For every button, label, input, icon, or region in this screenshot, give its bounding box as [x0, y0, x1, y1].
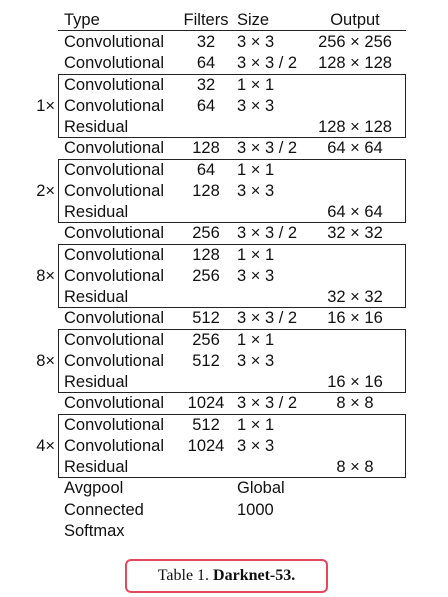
- cell-filters: 128: [192, 245, 220, 264]
- caption-label: Table 1.: [157, 567, 210, 584]
- cell-type: Residual: [64, 373, 129, 391]
- table-row: [0, 245, 448, 266]
- cell-type: Convolutional: [64, 351, 164, 370]
- cell-output: 256 × 256: [318, 33, 392, 51]
- table-row: [0, 53, 448, 74]
- table-header-row: [0, 10, 448, 31]
- table-row: [0, 75, 448, 96]
- block-multiplier-1: 1×: [36, 97, 55, 115]
- table-row: [0, 415, 448, 436]
- cell-type: Convolutional: [64, 160, 164, 179]
- cell-size: 3 × 3 / 2: [237, 309, 298, 328]
- table-row: [0, 436, 448, 457]
- cell-output: 64 × 64: [327, 203, 383, 221]
- table-row: [0, 160, 448, 181]
- cell-filters: 512: [192, 309, 220, 328]
- header-rule: [58, 30, 406, 31]
- cell-output: 128 × 128: [318, 118, 392, 136]
- cell-filters: 256: [192, 330, 220, 349]
- block-multiplier-2: 2×: [36, 182, 55, 200]
- block-multiplier-4: 8×: [36, 352, 55, 370]
- cell-size: 3 × 3: [237, 351, 275, 370]
- cell-output: 16 × 16: [327, 373, 383, 391]
- header-filters: Filters: [183, 11, 229, 29]
- table-row: [0, 351, 448, 372]
- cell-type: Residual: [64, 118, 129, 136]
- cell-type: Convolutional: [64, 309, 164, 328]
- cell-filters: 64: [196, 160, 216, 179]
- cell-filters: 64: [196, 96, 216, 115]
- table-row: [0, 330, 448, 351]
- header-type: Type: [64, 11, 100, 29]
- cell-filters: 128: [192, 181, 220, 200]
- cell-type: Residual: [64, 458, 129, 476]
- cell-type: Residual: [64, 203, 129, 221]
- cell-type: Convolutional: [64, 224, 164, 243]
- cell-filters: 1024: [187, 394, 225, 413]
- table-row: [0, 521, 448, 542]
- cell-output: 32 × 32: [327, 288, 383, 306]
- cell-output: 8 × 8: [336, 394, 374, 413]
- table-row: [0, 96, 448, 117]
- header-size: Size: [237, 11, 270, 29]
- cell-output: 8 × 8: [336, 458, 374, 476]
- cell-size: 3 × 3: [237, 266, 275, 285]
- cell-filters: 256: [192, 266, 220, 285]
- cell-output: 128 × 128: [318, 54, 392, 73]
- cell-type: Convolutional: [64, 54, 164, 73]
- table-row: [0, 457, 448, 478]
- cell-output: 64 × 64: [327, 139, 383, 158]
- cell-filters: 32: [196, 75, 216, 94]
- block-multiplier-5: 4×: [36, 437, 55, 455]
- table-row: [0, 181, 448, 202]
- cell-size: 3 × 3 / 2: [237, 54, 298, 73]
- table-row: [0, 372, 448, 393]
- cell-filters: 256: [192, 224, 220, 243]
- table-row: [0, 223, 448, 244]
- cell-type: Connected: [64, 500, 144, 519]
- header-output: Output: [330, 11, 380, 29]
- cell-size: 3 × 3: [237, 96, 275, 115]
- cell-size: 1 × 1: [237, 245, 275, 264]
- cell-type: Convolutional: [64, 139, 164, 158]
- caption-title: Darknet-53.: [213, 567, 296, 584]
- cell-type: Convolutional: [64, 245, 164, 264]
- cell-output: 32 × 32: [327, 224, 383, 243]
- cell-size: 1000: [237, 500, 274, 519]
- cell-size: 3 × 3 / 2: [237, 224, 298, 243]
- cell-type: Convolutional: [64, 330, 164, 349]
- block-multiplier-3: 8×: [36, 267, 55, 285]
- cell-filters: 128: [192, 139, 220, 158]
- cell-type: Convolutional: [64, 75, 164, 94]
- table-row: [0, 117, 448, 138]
- cell-filters: 64: [196, 54, 216, 73]
- table-row: [0, 393, 448, 414]
- table-row: [0, 138, 448, 159]
- cell-size: 1 × 1: [237, 330, 275, 349]
- cell-type: Convolutional: [64, 415, 164, 434]
- cell-output: 16 × 16: [327, 309, 383, 328]
- table-caption: [125, 559, 328, 593]
- cell-type: Convolutional: [64, 181, 164, 200]
- cell-size: 3 × 3: [237, 436, 275, 455]
- table-row: [0, 202, 448, 223]
- table-row: [0, 32, 448, 53]
- cell-type: Convolutional: [64, 96, 164, 115]
- cell-filters: 1024: [187, 436, 225, 455]
- cell-type: Convolutional: [64, 436, 164, 455]
- cell-size: 1 × 1: [237, 160, 275, 179]
- cell-type: Convolutional: [64, 394, 164, 413]
- cell-size: Global: [237, 479, 285, 498]
- cell-size: 3 × 3: [237, 33, 275, 51]
- table-row: [0, 287, 448, 308]
- cell-type: Avgpool: [64, 479, 124, 498]
- table-row: [0, 308, 448, 329]
- cell-filters: 512: [192, 415, 220, 434]
- cell-size: 3 × 3 / 2: [237, 139, 298, 158]
- cell-size: 1 × 1: [237, 75, 275, 94]
- cell-size: 3 × 3: [237, 181, 275, 200]
- table-row: [0, 266, 448, 287]
- cell-size: 1 × 1: [237, 415, 275, 434]
- table-row: [0, 478, 448, 499]
- cell-size: 3 × 3 / 2: [237, 394, 298, 413]
- cell-filters: 32: [196, 33, 216, 51]
- cell-type: Convolutional: [64, 33, 164, 51]
- cell-filters: 512: [192, 351, 220, 370]
- cell-type: Softmax: [64, 521, 125, 540]
- cell-type: Convolutional: [64, 266, 164, 285]
- table-row: [0, 500, 448, 521]
- cell-type: Residual: [64, 288, 129, 306]
